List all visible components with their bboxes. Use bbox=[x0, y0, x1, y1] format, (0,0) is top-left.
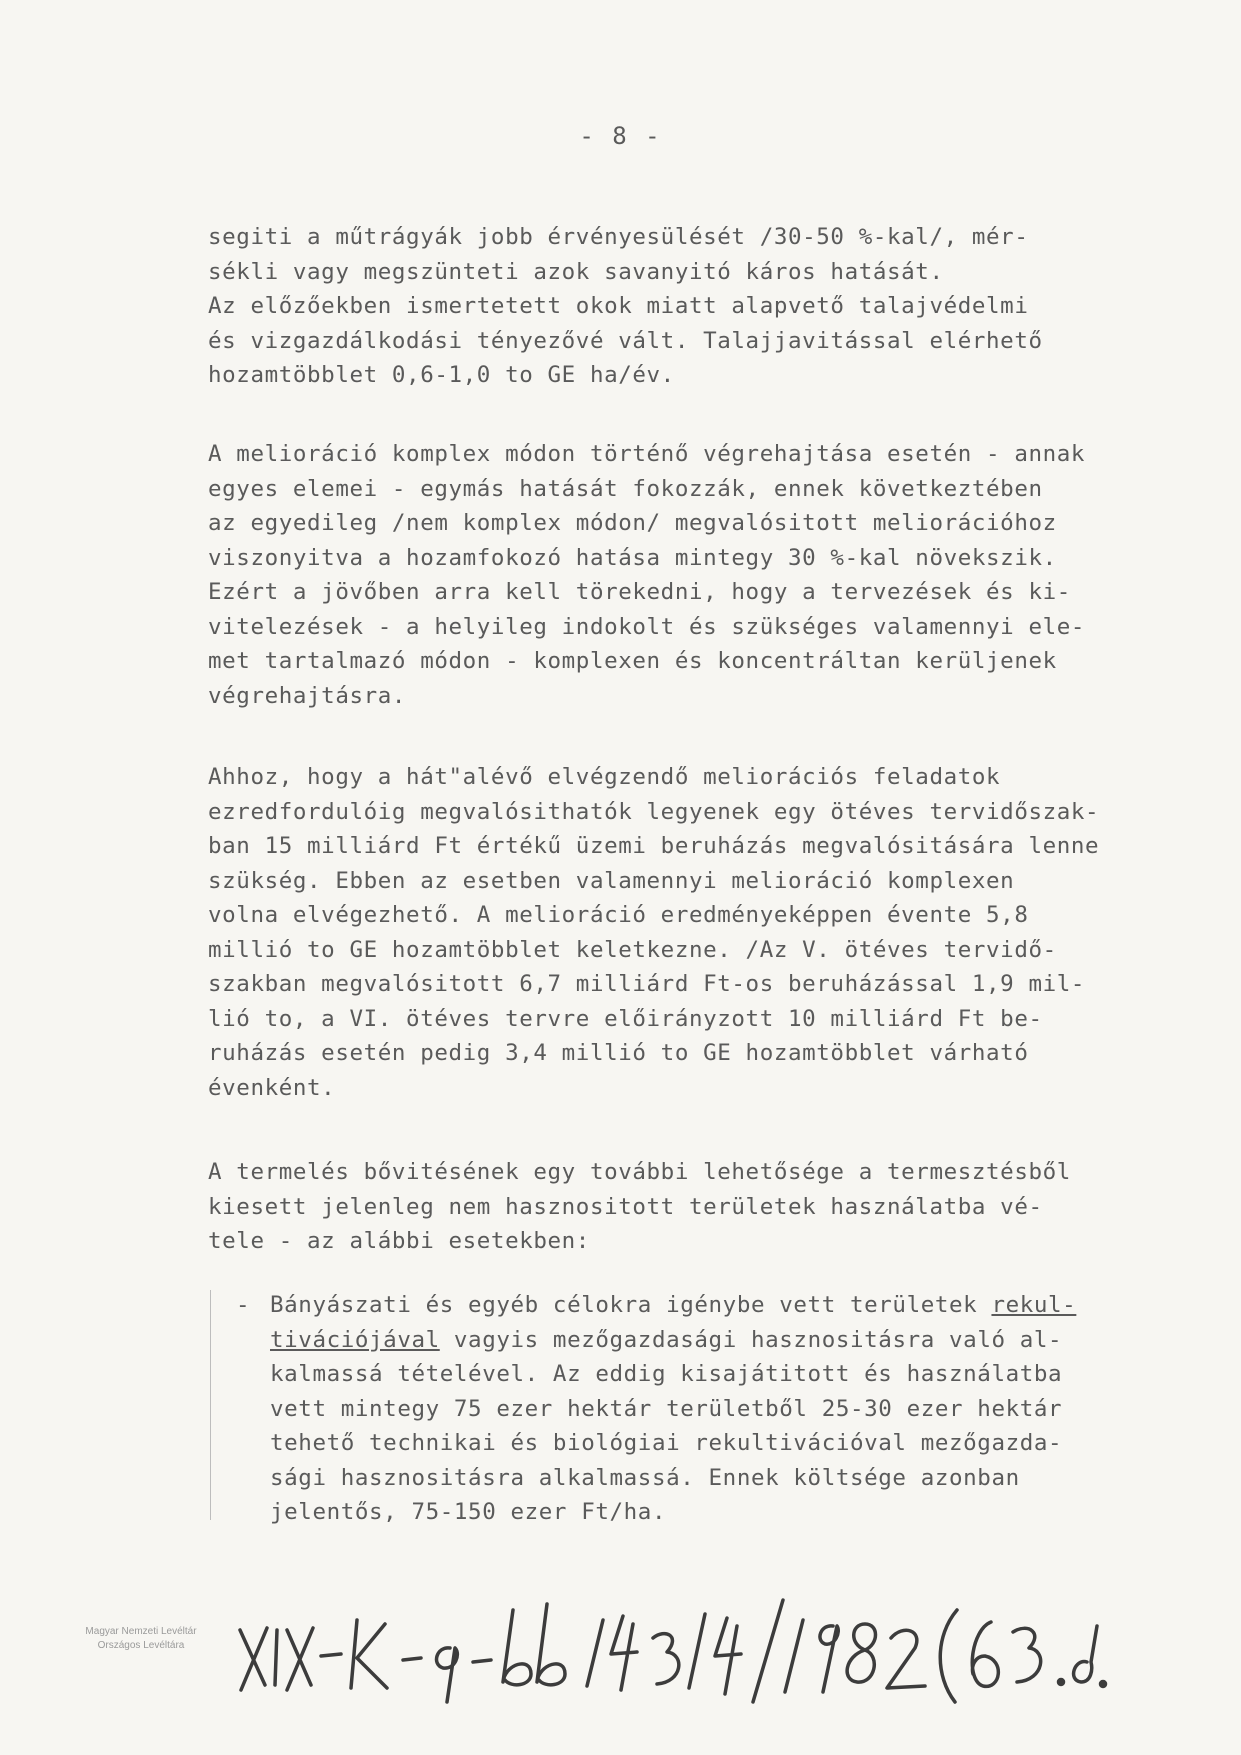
bullet-list bbox=[236, 1288, 1136, 1530]
text-line: Ahhoz, hogy a hát"alévő elvégzendő meliorációs feladatok bbox=[208, 764, 1001, 790]
text-line: Ezért a jövőben arra kell törekedni, hogy a tervezések és ki- bbox=[208, 579, 1071, 605]
text-line: szükség. Ebben az esetben valamennyi melioráció komplexen bbox=[208, 867, 1015, 894]
text-line: tele - az alábbi esetekben: bbox=[208, 1228, 590, 1254]
text-line: lió to, a VI. ötéves tervre előirányzott 10 milliárd Ft be- bbox=[208, 1005, 1043, 1032]
dash-bullet: - bbox=[236, 1292, 251, 1318]
text-line: A melioráció komplex módon történő végrehajtása esetén - annak bbox=[208, 441, 1086, 467]
paragraph-2 bbox=[208, 437, 1168, 713]
text-line: millió to GE hozamtöbblet keletkezne. /Az V. ötéves tervidő- bbox=[208, 936, 1057, 963]
text-line: tehető technikai és biológiai rekultivációval mezőgazda- bbox=[270, 1430, 1063, 1456]
text-line: szakban megvalósitott 6,7 milliárd Ft-os beruházással 1,9 mil- bbox=[208, 971, 1086, 997]
text-fragment: Bányászati és egyéb célokra igénybe vett területek bbox=[270, 1292, 992, 1318]
underlined-term: rekul- bbox=[991, 1292, 1077, 1318]
text-fragment: vagyis mezőgazdasági hasznositásra való al- bbox=[439, 1326, 1063, 1353]
text-line: egyes elemei - egymás hatását fokozzák, ennek következtében bbox=[208, 475, 1043, 502]
text-line: sági hasznositásra alkalmassá. Ennek költsége azonban bbox=[270, 1464, 1020, 1491]
text-line: jelentős, 75-150 ezer Ft/ha. bbox=[270, 1499, 667, 1525]
text-line: Az előzőekben ismertetett okok miatt alapvető talajvédelmi bbox=[208, 293, 1029, 319]
text-line bbox=[270, 1288, 1136, 1323]
paragraph-1 bbox=[208, 220, 1168, 393]
text-line: ban 15 milliárd Ft értékű üzemi beruházás megvalósitására lenne bbox=[208, 833, 1100, 859]
text-line: A termelés bővitésének egy további lehetősége a termesztésből bbox=[208, 1159, 1071, 1185]
archive-stamp bbox=[66, 1625, 216, 1653]
text-line: viszonyitva a hozamfokozó hatása mintegy 30 %-kal növekszik. bbox=[208, 544, 1057, 571]
text-line: segiti a műtrágyák jobb érvényesülését /30-50 %-kal/, mér- bbox=[208, 224, 1029, 250]
text-line: végrehajtásra. bbox=[208, 682, 407, 709]
text-line: vitelezések - a helyileg indokolt és szükséges valamennyi ele- bbox=[208, 613, 1086, 640]
stamp-line-2: Országos Levéltára bbox=[97, 1640, 185, 1651]
text-line: és vizgazdálkodási tényezővé vált. Talajjavitással elérhető bbox=[208, 327, 1043, 354]
text-line: met tartalmazó módon - komplexen és koncentráltan kerüljenek bbox=[208, 648, 1057, 674]
text-line: ezredfordulóig megvalósithatók legyenek egy ötéves tervidőszak- bbox=[208, 798, 1100, 825]
text-line: kalmassá tételével. Az eddig kisajátitott és használatba bbox=[270, 1361, 1063, 1387]
underlined-term: tivációjával bbox=[270, 1326, 440, 1353]
paragraph-4 bbox=[208, 1155, 1168, 1259]
list-item bbox=[236, 1288, 1136, 1530]
text-line: kiesett jelenleg nem hasznositott területek használatba vé- bbox=[208, 1193, 1043, 1220]
text-line: az egyedileg /nem komplex módon/ megvalósitott meliorációhoz bbox=[208, 510, 1057, 536]
text-line: hozamtöbblet 0,6-1,0 to GE ha/év. bbox=[208, 362, 675, 388]
paragraph-3 bbox=[208, 760, 1168, 1105]
text-line: volna elvégezhető. A melioráció eredményeképpen évente 5,8 bbox=[208, 902, 1029, 928]
margin-pencil-mark bbox=[210, 1290, 211, 1520]
page-number: - 8 - bbox=[579, 122, 662, 150]
stamp-line-1: Magyar Nemzeti Levéltár bbox=[85, 1626, 197, 1637]
text-line: ruházás esetén pedig 3,4 millió to GE hozamtöbblet várható bbox=[208, 1040, 1029, 1066]
handwritten-reference bbox=[235, 1590, 1115, 1710]
text-line: évenként. bbox=[208, 1074, 336, 1101]
text-line bbox=[270, 1323, 1136, 1358]
text-line: vett mintegy 75 ezer hektár területből 25-30 ezer hektár bbox=[270, 1395, 1063, 1422]
text-line: sékli vagy megszünteti azok savanyitó káros hatását. bbox=[208, 258, 944, 285]
